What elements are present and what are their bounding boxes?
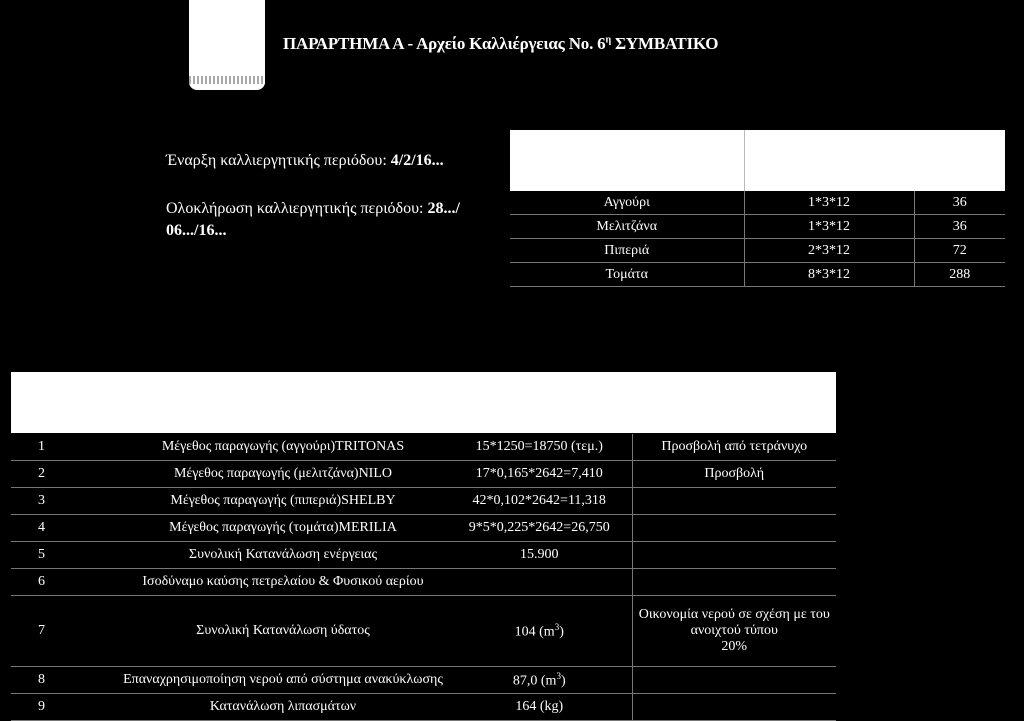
value-superscript: 3 (556, 670, 561, 681)
row-value: 15.900 (447, 542, 632, 569)
row-number: 2 (11, 461, 119, 488)
crops-table (510, 130, 1005, 287)
row-label: Επαναχρησιμοποίηση νερού από σύστημα ανακύκλωσης (119, 667, 447, 694)
crop-formula: 1*3*12 (744, 215, 914, 239)
row-note (632, 667, 836, 694)
table-row (510, 263, 1005, 287)
row-value: 164 (kg) (447, 694, 632, 721)
table-row (510, 191, 1005, 215)
crop-total: 36 (914, 191, 1005, 215)
crop-total: 36 (914, 215, 1005, 239)
row-note (632, 515, 836, 542)
note-line: Οικονομία νερού σε σχέση με του (638, 607, 830, 622)
crop-total: 288 (914, 263, 1005, 287)
row-label: Μέγεθος παραγωγής (πιπεριά)SHELBY (119, 488, 447, 515)
value-suffix: ) (560, 673, 566, 689)
row-label: Μέγεθος παραγωγής (αγγούρι)TRITONAS (119, 434, 447, 461)
crop-name: Τομάτα (510, 263, 744, 287)
period-start-value: 4/2/16... (390, 152, 444, 169)
period-end-value-part2: 06.../16... (166, 222, 227, 239)
value-suffix: ) (559, 624, 564, 640)
table-row (11, 596, 836, 667)
row-value: 42*0,102*2642=11,318 (447, 488, 632, 515)
crop-formula: 1*3*12 (744, 191, 914, 215)
row-value (447, 569, 632, 596)
period-start (166, 152, 444, 170)
table-row (11, 461, 836, 488)
table-row (11, 542, 836, 569)
row-label: Μέγεθος παραγωγής (μελιτζάνα)NILO (119, 461, 447, 488)
value-superscript: 3 (554, 621, 560, 632)
crop-name: Μελιτζάνα (510, 215, 744, 239)
metrics-table (11, 434, 836, 721)
row-number: 3 (11, 488, 119, 515)
row-number: 5 (11, 542, 119, 569)
row-value: 17*0,165*2642=7,410 (447, 461, 632, 488)
table-row (11, 434, 836, 461)
logo (189, 0, 265, 90)
logo-barcode-strip (189, 76, 265, 84)
crop-formula: 2*3*12 (744, 239, 914, 263)
table-row (510, 215, 1005, 239)
crop-total: 72 (914, 239, 1005, 263)
row-value (447, 596, 632, 667)
row-label: Μέγεθος παραγωγής (τομάτα)MERILIA (119, 515, 447, 542)
table-row (11, 694, 836, 721)
row-value (447, 667, 632, 694)
title-superscript: η (605, 34, 611, 46)
metrics-table-header (11, 372, 836, 433)
table-row (11, 569, 836, 596)
table-row (510, 239, 1005, 263)
row-value: 9*5*0,225*2642=26,750 (447, 515, 632, 542)
crop-name: Πιπεριά (510, 239, 744, 263)
row-note (632, 694, 836, 721)
table-row (11, 667, 836, 694)
row-value: 15*1250=18750 (τεμ.) (447, 434, 632, 461)
row-number: 6 (11, 569, 119, 596)
row-label: Κατανάλωση λιπασμάτων (119, 694, 447, 721)
row-note (632, 488, 836, 515)
row-number: 8 (11, 667, 119, 694)
row-note: Προσβολή (632, 461, 836, 488)
crop-formula: 8*3*12 (744, 263, 914, 287)
period-start-label: Έναρξη καλλιεργητικής περιόδου: (166, 152, 391, 169)
row-label: Ισοδύναμο καύσης πετρελαίου & Φυσικού αερίου (119, 569, 447, 596)
period-end (166, 198, 486, 242)
title-suffix: ΣΥΜΒΑΤΙΚΟ (610, 34, 719, 53)
row-number: 7 (11, 596, 119, 667)
row-number: 1 (11, 434, 119, 461)
note-line: 20% (721, 639, 748, 654)
row-number: 9 (11, 694, 119, 721)
row-note: Προσβολή από τετράνυχο (632, 434, 836, 461)
row-label: Συνολική Κατανάλωση ενέργειας (119, 542, 447, 569)
row-label: Συνολική Κατανάλωση ύδατος (119, 596, 447, 667)
table-row (11, 515, 836, 542)
row-note (632, 542, 836, 569)
crops-table-header (510, 130, 1005, 191)
document-title (283, 34, 718, 54)
crops-header-cell (744, 130, 1005, 191)
table-row (11, 488, 836, 515)
value-text: 104 (m (514, 624, 555, 640)
note-line: ανοιχτού τύπου (690, 623, 778, 638)
crop-name: Αγγούρι (510, 191, 744, 215)
title-text: ΠΑΡΑΡΤΗΜΑ Α - Αρχείο Καλλιέργειας No. 6 (283, 34, 606, 53)
row-number: 4 (11, 515, 119, 542)
period-end-value-part1: 28.../ (427, 200, 460, 217)
period-end-label: Ολοκλήρωση καλλιεργητικής περιόδου: (166, 200, 428, 217)
value-text: 87,0 (m (512, 673, 557, 689)
row-note (632, 569, 836, 596)
row-note (632, 596, 836, 667)
crops-header-cell (510, 130, 744, 191)
